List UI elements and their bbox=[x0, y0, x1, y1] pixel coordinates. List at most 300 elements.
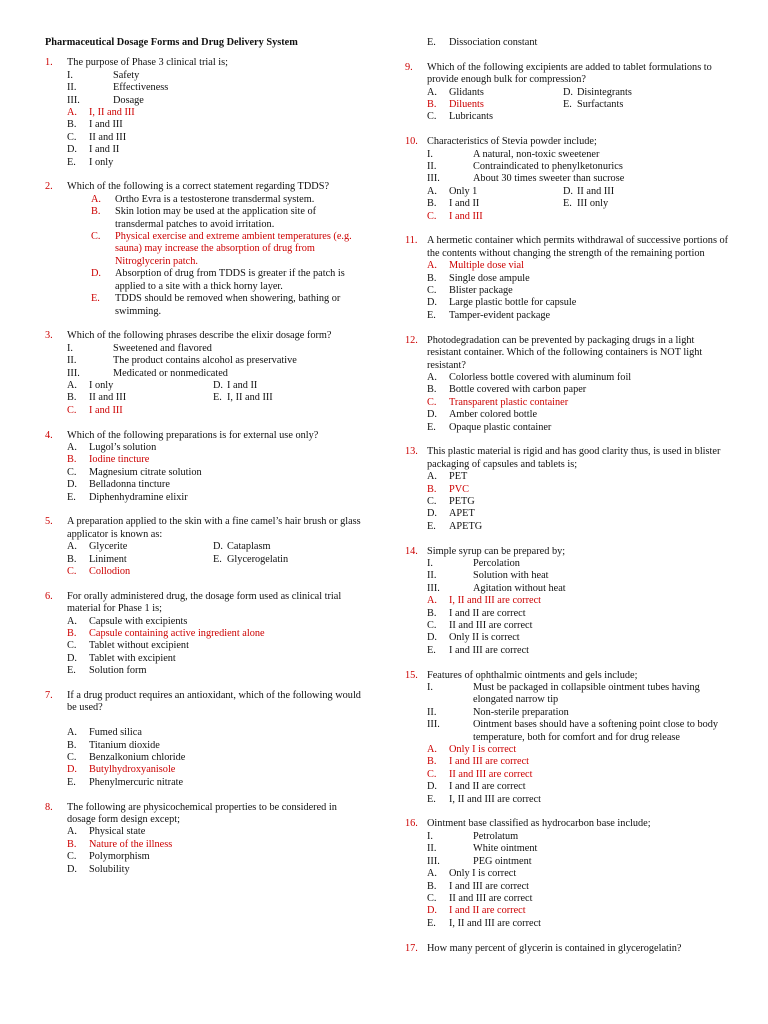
answer-option bbox=[45, 653, 365, 665]
question-stem bbox=[405, 62, 730, 87]
statement-numeral: I. bbox=[427, 682, 434, 694]
statement-item bbox=[45, 355, 365, 367]
option-letter: D. bbox=[67, 652, 78, 664]
option-text: I and II are correct bbox=[449, 905, 526, 917]
question-text: Which of the following phrases describe the elixir dosage form? bbox=[67, 330, 332, 342]
option-text: PET bbox=[449, 471, 468, 483]
option-letter: B. bbox=[67, 739, 77, 751]
question-block bbox=[45, 181, 365, 317]
question-text: Ointment base classified as hydrocarbon base include; bbox=[427, 818, 651, 830]
option-text: I only bbox=[89, 156, 114, 168]
statement-numeral: III. bbox=[427, 855, 440, 867]
answer-option-highlighted bbox=[405, 595, 730, 607]
answer-option bbox=[405, 794, 730, 806]
question-spacer bbox=[45, 504, 365, 516]
answer-option bbox=[405, 868, 730, 880]
option-text: Titanium dioxide bbox=[89, 739, 160, 751]
question-block bbox=[405, 37, 730, 49]
question-number: 17. bbox=[405, 942, 418, 954]
question-text: Features of ophthalmic ointments and gels include; bbox=[427, 669, 638, 681]
left-question-list bbox=[45, 57, 365, 876]
question-block bbox=[405, 943, 730, 955]
option-text: III only bbox=[577, 198, 609, 210]
option-text: Belladonna tincture bbox=[89, 479, 170, 491]
answer-option bbox=[405, 297, 730, 309]
option-text: I and II bbox=[449, 198, 480, 210]
option-letter: B. bbox=[427, 483, 437, 495]
option-text: Large plastic bottle for capsule bbox=[449, 297, 577, 309]
question-block bbox=[45, 802, 365, 876]
question-number: 6. bbox=[45, 590, 53, 602]
option-letter: A. bbox=[67, 441, 78, 453]
option-letter: C. bbox=[427, 210, 437, 222]
document-title: Pharmaceutical Dosage Forms and Drug Delivery System bbox=[45, 37, 298, 48]
statement-text: Solution with heat bbox=[473, 570, 549, 582]
option-text: Only 1 bbox=[449, 185, 478, 197]
option-letter: C. bbox=[427, 892, 437, 904]
option-letter: D. bbox=[563, 185, 574, 197]
option-text: Iodine tincture bbox=[89, 454, 150, 466]
statement-numeral: I. bbox=[67, 342, 74, 354]
answer-option bbox=[45, 864, 365, 876]
option-letter: C. bbox=[427, 285, 437, 297]
option-letter: D. bbox=[427, 905, 438, 917]
statement-numeral: I. bbox=[427, 148, 434, 160]
answer-option bbox=[405, 273, 730, 285]
option-letter: A. bbox=[427, 868, 438, 880]
answer-option bbox=[405, 508, 730, 520]
option-letter: B. bbox=[427, 99, 437, 111]
statement-text: Safety bbox=[113, 69, 140, 81]
option-text: I and II bbox=[89, 144, 120, 156]
option-pair-row bbox=[45, 405, 365, 417]
option-letter: B. bbox=[427, 384, 437, 396]
option-pair-row bbox=[405, 186, 730, 198]
option-text: Solution form bbox=[89, 665, 147, 677]
answer-option bbox=[405, 471, 730, 483]
option-pair-row bbox=[45, 380, 365, 392]
answer-option bbox=[45, 144, 365, 156]
option-text: Nature of the illness bbox=[89, 838, 173, 850]
question-block bbox=[45, 690, 365, 789]
option-letter: A. bbox=[427, 595, 438, 607]
question-spacer bbox=[405, 322, 730, 334]
option-letter: E. bbox=[213, 392, 222, 404]
answer-option bbox=[45, 479, 365, 491]
question-number: 12. bbox=[405, 334, 418, 346]
answer-option bbox=[45, 640, 365, 652]
question-spacer bbox=[405, 223, 730, 235]
option-letter: E. bbox=[91, 293, 100, 305]
question-stem bbox=[45, 516, 365, 541]
statement-numeral: II. bbox=[427, 570, 437, 582]
statement-item bbox=[405, 682, 730, 707]
option-text: Disintegrants bbox=[577, 86, 632, 98]
option-pair-row bbox=[45, 541, 365, 553]
statement-numeral: I. bbox=[427, 557, 434, 569]
question-block bbox=[405, 818, 730, 930]
option-letter: A. bbox=[67, 107, 78, 119]
question-spacer bbox=[405, 806, 730, 818]
option-text: Surfactants bbox=[577, 99, 624, 111]
statement-item bbox=[405, 856, 730, 868]
answer-option bbox=[405, 645, 730, 657]
answer-option bbox=[405, 422, 730, 434]
option-text: Liniment bbox=[89, 553, 127, 565]
question-number: 13. bbox=[405, 446, 418, 458]
option-text: Only I is correct bbox=[449, 868, 517, 880]
option-letter: B. bbox=[67, 119, 77, 131]
answer-option bbox=[405, 620, 730, 632]
option-text: II and III are correct bbox=[449, 620, 533, 631]
answer-option bbox=[405, 496, 730, 508]
question-text: Which of the following excipients are added to tablet formulations to provide enough bulk for compression? bbox=[427, 61, 712, 86]
option-text: I and III bbox=[89, 404, 123, 416]
option-text: I and III bbox=[449, 210, 483, 222]
option-pair-row bbox=[405, 99, 730, 111]
question-spacer bbox=[405, 657, 730, 669]
option-letter: A. bbox=[91, 193, 102, 205]
answer-option bbox=[45, 293, 365, 318]
answer-option bbox=[45, 206, 365, 231]
question-stem bbox=[45, 57, 365, 69]
answer-option bbox=[405, 37, 730, 49]
option-text: Diluents bbox=[449, 99, 484, 111]
option-text: Single dose ampule bbox=[449, 272, 530, 284]
answer-option-highlighted bbox=[405, 756, 730, 768]
question-spacer bbox=[45, 318, 365, 330]
statement-item bbox=[405, 707, 730, 719]
question-stem bbox=[45, 430, 365, 442]
statement-item bbox=[45, 343, 365, 355]
statement-text: Medicated or nonmedicated bbox=[113, 367, 228, 379]
option-text: Butylhydroxyanisole bbox=[89, 764, 176, 776]
question-number: 14. bbox=[405, 545, 418, 557]
option-pair-row bbox=[45, 566, 365, 578]
question-stem bbox=[405, 136, 730, 148]
answer-option bbox=[45, 752, 365, 764]
option-text: Glycerogelatin bbox=[227, 553, 289, 565]
answer-option bbox=[45, 777, 365, 789]
statement-text: A natural, non-toxic sweetener bbox=[473, 148, 600, 160]
question-text: Photodegradation can be prevented by packaging drugs in a light resistant container. Which of the following containers is NOT light resistant? bbox=[427, 334, 703, 371]
option-letter: B. bbox=[67, 392, 77, 404]
question-block bbox=[405, 235, 730, 322]
option-letter: C. bbox=[91, 231, 101, 243]
question-stem bbox=[405, 446, 730, 471]
right-column bbox=[405, 37, 730, 955]
option-letter: A. bbox=[427, 260, 438, 272]
option-text: Cataplasm bbox=[227, 541, 271, 553]
option-letter: D. bbox=[563, 86, 574, 98]
question-spacer bbox=[45, 417, 365, 429]
statement-numeral: III. bbox=[67, 367, 80, 379]
question-block bbox=[45, 430, 365, 504]
answer-option bbox=[405, 918, 730, 930]
option-letter: A. bbox=[67, 727, 78, 739]
option-letter: B. bbox=[91, 206, 101, 218]
option-letter: A. bbox=[67, 826, 78, 838]
option-letter: D. bbox=[213, 541, 224, 553]
option-letter: E. bbox=[213, 553, 222, 565]
option-letter: B. bbox=[67, 838, 77, 850]
option-letter: C. bbox=[67, 466, 77, 478]
statement-item bbox=[405, 558, 730, 570]
question-text: Simple syrup can be prepared by; bbox=[427, 545, 566, 557]
answer-option-highlighted bbox=[405, 769, 730, 781]
answer-option bbox=[405, 384, 730, 396]
blank-line bbox=[45, 715, 365, 727]
option-text: Collodion bbox=[89, 566, 131, 577]
answer-option-highlighted bbox=[405, 484, 730, 496]
question-stem bbox=[45, 690, 365, 715]
question-spacer bbox=[405, 49, 730, 61]
question-text: Characteristics of Stevia powder include; bbox=[427, 136, 597, 148]
option-text: Absorption of drug from TDDS is greater if the patch is applied to a site with a thick horny layer. bbox=[115, 268, 345, 292]
statement-text: Must be packaged in collapsible ointment tubes having elongated narrow tip bbox=[473, 682, 700, 706]
question-spacer bbox=[405, 930, 730, 942]
option-letter: B. bbox=[427, 880, 437, 892]
option-text: Benzalkonium chloride bbox=[89, 752, 186, 764]
question-stem bbox=[405, 943, 730, 955]
option-text: TDDS should be removed when showering, bathing or swimming. bbox=[115, 293, 341, 317]
option-letter: C. bbox=[427, 495, 437, 507]
answer-option-highlighted bbox=[45, 231, 365, 268]
option-letter: E. bbox=[563, 198, 572, 210]
question-stem bbox=[405, 818, 730, 830]
option-text: I and III are correct bbox=[449, 644, 530, 656]
option-text: I, II and III bbox=[89, 107, 135, 119]
option-text: Ortho Evra is a testosterone transdermal system. bbox=[115, 193, 315, 205]
answer-option bbox=[405, 781, 730, 793]
answer-option-highlighted bbox=[405, 397, 730, 409]
option-text: Bottle covered with carbon paper bbox=[449, 384, 587, 396]
option-text: Tamper-evident package bbox=[449, 309, 551, 321]
option-text: APETG bbox=[449, 520, 483, 532]
answer-option bbox=[45, 442, 365, 454]
question-number: 16. bbox=[405, 818, 418, 830]
question-text: This plastic material is rigid and has good clarity thus, is used in blister packaging of capsules and tablets is; bbox=[427, 446, 721, 470]
option-letter: B. bbox=[427, 272, 437, 284]
option-text: Dissociation constant bbox=[449, 37, 538, 48]
answer-option bbox=[405, 881, 730, 893]
statement-item bbox=[405, 173, 730, 185]
option-letter: B. bbox=[427, 607, 437, 619]
option-text: Only II is correct bbox=[449, 632, 520, 644]
option-letter: A. bbox=[427, 471, 438, 483]
question-text: Which of the following is a correct statement regarding TDDS? bbox=[67, 181, 330, 193]
option-text: II and III bbox=[89, 392, 127, 404]
option-text: PVC bbox=[449, 483, 470, 495]
answer-option bbox=[45, 467, 365, 479]
question-number: 15. bbox=[405, 669, 418, 681]
option-text: Tablet without excipient bbox=[89, 640, 189, 652]
answer-option-highlighted bbox=[45, 628, 365, 640]
statement-item bbox=[405, 831, 730, 843]
question-stem bbox=[405, 235, 730, 260]
answer-option bbox=[405, 372, 730, 384]
question-number: 7. bbox=[45, 690, 53, 702]
option-text: Solubility bbox=[89, 863, 130, 875]
option-letter: D. bbox=[427, 409, 438, 421]
option-letter: E. bbox=[67, 156, 76, 168]
option-letter: D. bbox=[67, 479, 78, 491]
option-text: II and III are correct bbox=[449, 768, 533, 780]
option-text: I and III bbox=[89, 119, 123, 131]
answer-option-highlighted bbox=[45, 107, 365, 119]
option-text: II and III bbox=[577, 185, 615, 197]
statement-numeral: I. bbox=[427, 830, 434, 842]
option-letter: C. bbox=[427, 396, 437, 408]
question-stem bbox=[405, 335, 730, 372]
question-text: How many percent of glycerin is contained in glycerogelatin? bbox=[427, 942, 682, 954]
option-letter: D. bbox=[213, 379, 224, 391]
option-text: Capsule with excipients bbox=[89, 615, 188, 627]
option-text: I only bbox=[89, 379, 114, 391]
option-letter: D. bbox=[91, 268, 102, 280]
answer-option bbox=[405, 893, 730, 905]
option-text: Skin lotion may be used at the application site of transdermal patches to avoid irritation. bbox=[115, 206, 317, 230]
statement-text: Contraindicated to phenylketonurics bbox=[473, 161, 623, 173]
option-letter: E. bbox=[427, 421, 436, 433]
option-letter: E. bbox=[563, 99, 572, 111]
answer-option bbox=[45, 665, 365, 677]
question-stem bbox=[45, 181, 365, 193]
statement-item bbox=[45, 368, 365, 380]
option-pair-row bbox=[405, 87, 730, 99]
question-number: 8. bbox=[45, 801, 53, 813]
option-letter: C. bbox=[67, 851, 77, 863]
question-number: 9. bbox=[405, 61, 413, 73]
question-block bbox=[405, 136, 730, 223]
option-letter: D. bbox=[67, 144, 78, 156]
statement-numeral: II. bbox=[427, 843, 437, 855]
answer-option bbox=[405, 608, 730, 620]
answer-option bbox=[45, 194, 365, 206]
question-spacer bbox=[45, 578, 365, 590]
option-text: Colorless bottle covered with aluminum foil bbox=[449, 371, 632, 383]
option-letter: A. bbox=[427, 86, 438, 98]
question-text: If a drug product requires an antioxidant, which of the following would be used? bbox=[67, 690, 361, 714]
option-letter: C. bbox=[67, 752, 77, 764]
option-text: Glidants bbox=[449, 86, 484, 98]
statement-numeral: II. bbox=[67, 355, 77, 367]
option-letter: E. bbox=[427, 37, 436, 48]
question-block bbox=[405, 446, 730, 533]
question-spacer bbox=[45, 789, 365, 801]
answer-option bbox=[45, 157, 365, 169]
statement-item bbox=[45, 95, 365, 107]
answer-option bbox=[45, 616, 365, 628]
answer-option bbox=[45, 132, 365, 144]
answer-option bbox=[45, 119, 365, 131]
option-text: I, II and III are correct bbox=[449, 793, 542, 805]
question-number: 4. bbox=[45, 429, 53, 441]
statement-item bbox=[405, 149, 730, 161]
question-stem bbox=[45, 591, 365, 616]
statement-text: Agitation without heat bbox=[473, 582, 566, 594]
option-letter: A. bbox=[427, 185, 438, 197]
statement-item bbox=[405, 570, 730, 582]
option-letter: B. bbox=[67, 628, 77, 640]
statement-text: About 30 times sweeter than sucrose bbox=[473, 173, 625, 185]
statement-text: Dosage bbox=[113, 94, 144, 106]
question-block bbox=[405, 546, 730, 658]
question-text: For orally administered drug, the dosage form used as clinical trial material for Phase 1 is; bbox=[67, 590, 342, 615]
option-text: Only I is correct bbox=[449, 744, 517, 756]
question-text: Which of the following preparations is for external use only? bbox=[67, 429, 319, 441]
option-text: I, II and III are correct bbox=[449, 917, 542, 929]
question-block bbox=[405, 62, 730, 124]
option-pair-row bbox=[45, 392, 365, 404]
option-letter: E. bbox=[427, 520, 436, 532]
statement-text: Ointment bases should have a softening point close to body temperature, both for comfort and for drug release bbox=[473, 719, 719, 743]
option-text: I and II bbox=[227, 379, 258, 391]
question-stem bbox=[405, 670, 730, 682]
option-text: I and III are correct bbox=[449, 756, 530, 768]
option-letter: B. bbox=[67, 553, 77, 565]
answer-option-highlighted bbox=[405, 260, 730, 272]
option-letter: B. bbox=[427, 756, 437, 768]
option-text: Physical state bbox=[89, 826, 146, 838]
option-letter: D. bbox=[67, 764, 78, 776]
option-letter: A. bbox=[427, 744, 438, 756]
option-letter: A. bbox=[67, 541, 78, 553]
option-text: Multiple dose vial bbox=[449, 260, 524, 272]
statement-numeral: III. bbox=[427, 582, 440, 594]
option-letter: E. bbox=[67, 491, 76, 503]
option-text: I and II are correct bbox=[449, 607, 526, 619]
statement-item bbox=[45, 70, 365, 82]
question-block bbox=[45, 516, 365, 578]
answer-option bbox=[45, 851, 365, 863]
option-letter: D. bbox=[67, 863, 78, 875]
statement-text: White ointment bbox=[473, 843, 538, 855]
answer-option-highlighted bbox=[45, 764, 365, 776]
statement-text: Effectiveness bbox=[113, 82, 169, 94]
option-letter: D. bbox=[427, 297, 438, 309]
option-letter: C. bbox=[427, 768, 437, 780]
question-spacer bbox=[405, 533, 730, 545]
option-text: Tablet with excipient bbox=[89, 652, 176, 664]
option-letter: E. bbox=[427, 644, 436, 656]
option-text: APET bbox=[449, 508, 475, 520]
statement-text: PEG ointment bbox=[473, 855, 532, 867]
question-spacer bbox=[45, 678, 365, 690]
answer-option-highlighted bbox=[405, 744, 730, 756]
statement-numeral: I. bbox=[67, 69, 74, 81]
statement-item bbox=[405, 583, 730, 595]
answer-option bbox=[405, 632, 730, 644]
option-letter: D. bbox=[427, 508, 438, 520]
answer-option bbox=[45, 268, 365, 293]
option-text: Lugol’s solution bbox=[89, 441, 157, 453]
answer-option-highlighted bbox=[45, 454, 365, 466]
option-letter: E. bbox=[67, 776, 76, 788]
question-number: 1. bbox=[45, 57, 53, 69]
question-number: 11. bbox=[405, 235, 418, 247]
option-text: I, II and III are correct bbox=[449, 595, 542, 607]
option-text: II and III bbox=[89, 131, 127, 143]
option-text: Glycerite bbox=[89, 541, 128, 553]
left-column bbox=[45, 37, 365, 876]
option-pair-row bbox=[405, 111, 730, 123]
answer-option bbox=[405, 285, 730, 297]
option-pair-row bbox=[45, 554, 365, 566]
answer-option bbox=[45, 727, 365, 739]
question-number: 3. bbox=[45, 330, 53, 342]
answer-option bbox=[45, 826, 365, 838]
